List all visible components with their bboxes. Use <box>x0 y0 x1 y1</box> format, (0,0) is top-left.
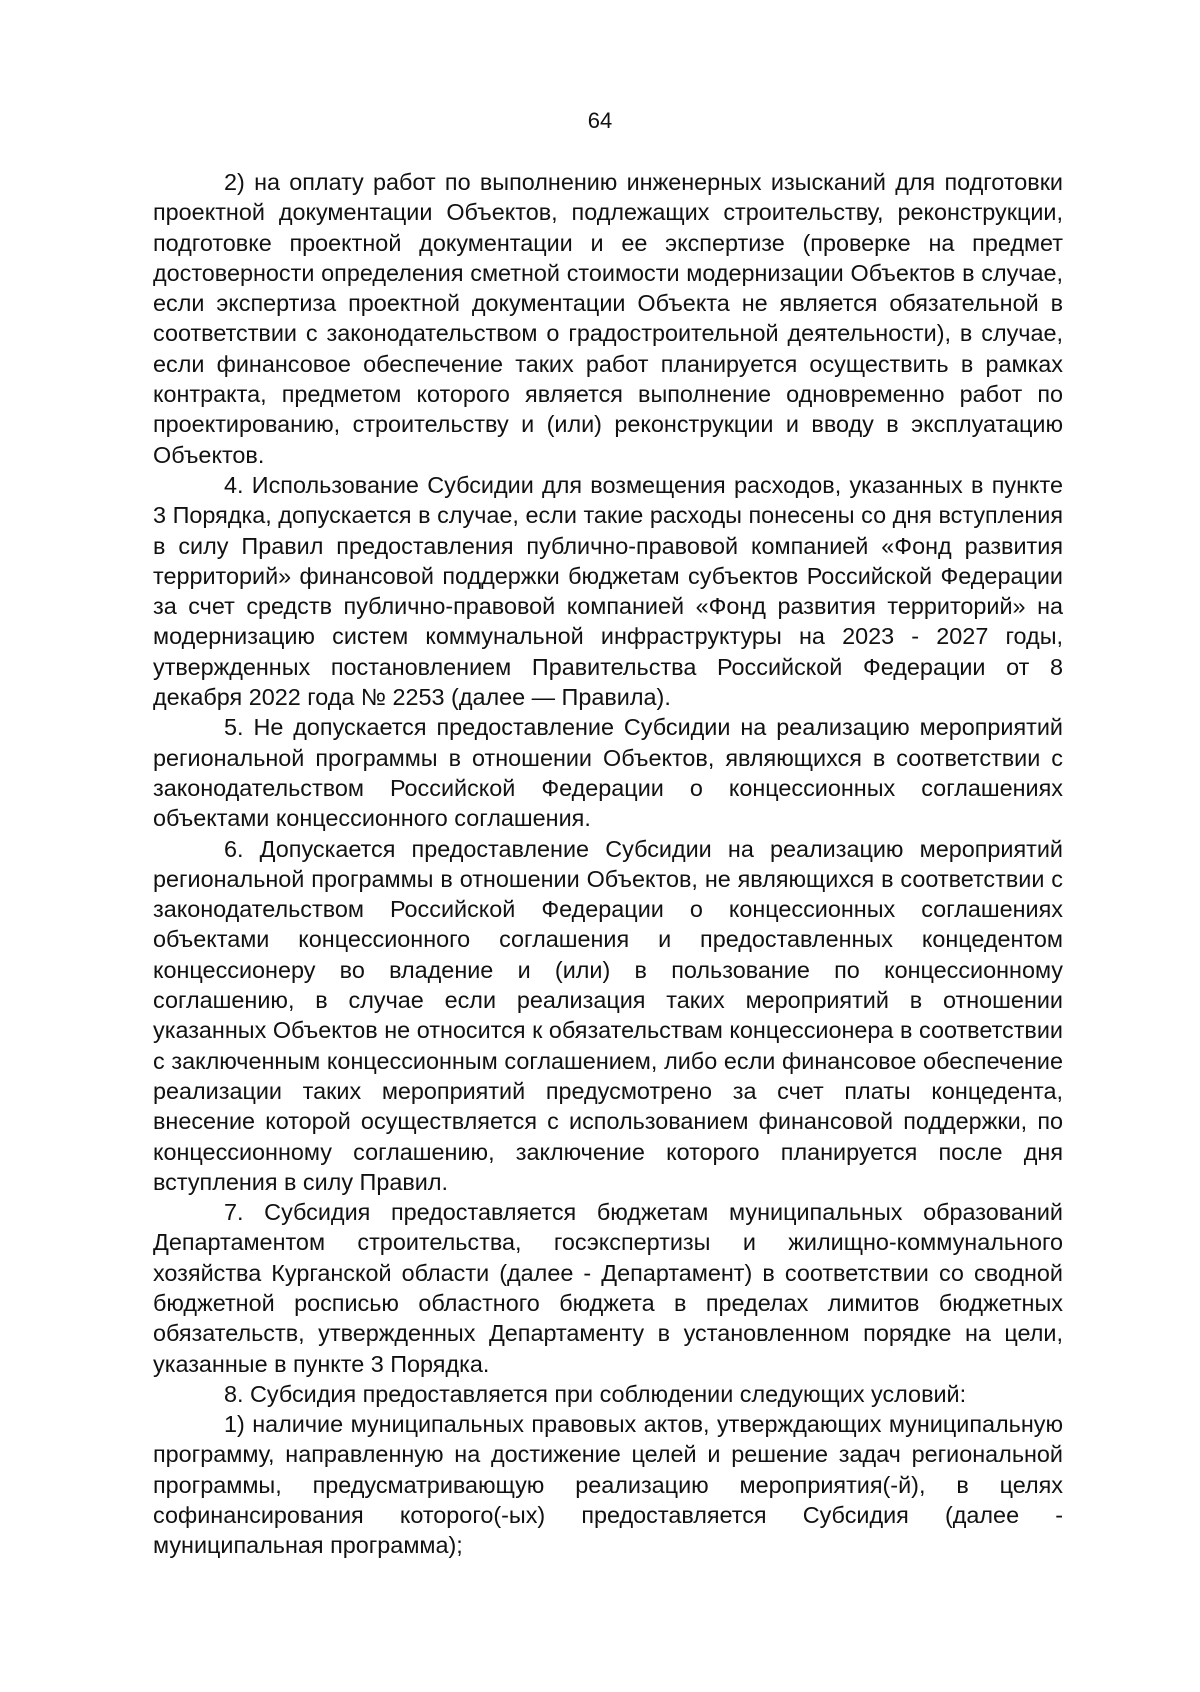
paragraph-4-expense-reimbursement: 4. Использование Субсидии для возмещения расходов, указанных в пункте 3 Порядка, допускается в случае, если такие расходы понесены со дня вступления в силу Правил предоставления публично-правовой компанией «Фонд развития территорий» финансовой поддержки бюджетам субъектов Российской Федерации за счет средств публично-правовой компанией «Фонд развития территорий» на модернизацию систем коммунальной инфраструктуры на 2023 - 2027 годы, утвержденных постановлением Правительства Российской Федерации от 8 декабря 2022 года № 2253 (далее — Правила). <box>153 471 1063 711</box>
page-number: 64 <box>587 108 613 133</box>
document-body <box>153 167 1063 1561</box>
paragraph-5-concession-restriction: 5. Не допускается предоставление Субсидии на реализацию мероприятий региональной программы в отношении Объектов, являющихся в соответствии с законодательством Российской Федерации о концессионных соглашениях объектами концессионного соглашения. <box>153 714 1063 832</box>
paragraph-8-conditions: 8. Субсидия предоставляется при соблюдении следующих условий: <box>224 1380 967 1407</box>
paragraph-7-subsidy-provision: 7. Субсидия предоставляется бюджетам муниципальных образований Департаментом строительства, госэкспертизы и жилищно-коммунального хозяйства Курганской области (далее - Департамент) в соответствии со сводной бюджетной росписью областного бюджета в пределах лимитов бюджетных обязательств, утвержденных Департаменту в установленном порядке на цели, указанные в пункте 3 Порядка. <box>153 1199 1063 1377</box>
paragraph-6-concession-permission: 6. Допускается предоставление Субсидии на реализацию мероприятий региональной программы в отношении Объектов, не являющихся в соответствии с законодательством Российской Федерации о концессионных соглашениях объектами концессионного соглашения и предоставленных концедентом концессионеру во владение и (или) в пользование по концессионному соглашению, в случае если реализация таких мероприятий в отношении указанных Объектов не относится к обязательствам концессионера в соответствии с заключенным концессионным соглашением, либо если финансовое обеспечение реализации таких мероприятий предусмотрено за счет платы концедента, внесение которой осуществляется с использованием финансовой поддержки, по концессионному соглашению, заключение которого планируется после дня вступления в силу Правил. <box>153 835 1063 1195</box>
paragraph-8-item-1: 1) наличие муниципальных правовых актов, утверждающих муниципальную программу, направленную на достижение целей и решение задач региональной программы, предусматривающую реализацию мероприятия(-й), в целях софинансирования которого(-ых) предоставляется Субсидия (далее - муниципальная программа); <box>153 1411 1063 1559</box>
paragraph-item-2-design-works: 2) на оплату работ по выполнению инженерных изысканий для подготовки проектной документации Объектов, подлежащих строительству, реконструкции, подготовке проектной документации и ее экспертизе (проверке на предмет достоверности определения сметной стоимости модернизации Объектов в случае, если экспертиза проектной документации Объекта не является обязательной в соответствии с законодательством о градостроительной деятельности), в случае, если финансовое обеспечение таких работ планируется осуществить в рамках контракта, предметом которого является выполнение одновременно работ по проектированию, строительству и (или) реконструкции и вводу в эксплуатацию Объектов. <box>153 169 1063 468</box>
